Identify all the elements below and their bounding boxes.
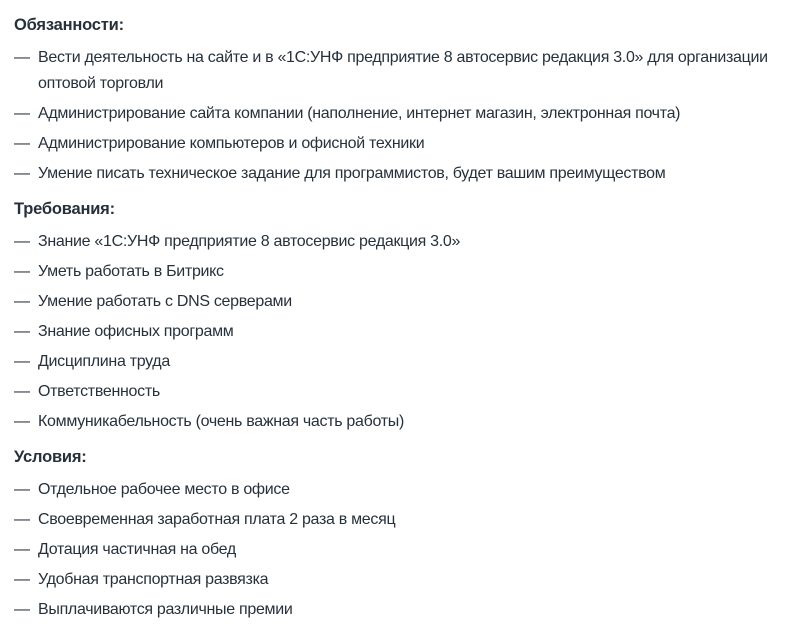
list-item-text: Своевременная заработная плата 2 раза в месяц <box>38 511 396 528</box>
dash-bullet-icon: — <box>14 135 30 152</box>
dash-bullet-icon: — <box>14 233 30 250</box>
list-item <box>14 507 782 533</box>
dash-bullet-icon: — <box>14 481 30 498</box>
list-item <box>14 409 782 435</box>
list-item <box>14 289 782 315</box>
list-item <box>14 349 782 375</box>
list-item-text: Знание офисных программ <box>38 323 234 340</box>
dash-bullet-icon: — <box>14 383 30 400</box>
dash-bullet-icon: — <box>14 571 30 588</box>
section-title-requirements: Требования: <box>14 200 115 218</box>
list-item-text: Ответственность <box>38 383 160 400</box>
list-item <box>14 319 782 345</box>
list-item-text: Умение работать с DNS серверами <box>38 293 292 310</box>
dash-bullet-icon: — <box>14 541 30 558</box>
dash-bullet-icon: — <box>14 413 30 430</box>
list-item-text: Администрирование компьютеров и офисной техники <box>38 135 425 152</box>
section-conditions <box>14 447 782 623</box>
list-item-text: Знание «1С:УНФ предприятие 8 автосервис редакция 3.0» <box>38 233 461 250</box>
list-item-text: Дисциплина труда <box>38 353 170 370</box>
dash-bullet-icon: — <box>14 165 30 182</box>
list-item <box>14 259 782 285</box>
dash-bullet-icon: — <box>14 353 30 370</box>
dash-bullet-icon: — <box>14 263 30 280</box>
list-item <box>14 131 782 157</box>
dash-bullet-icon: — <box>14 105 30 122</box>
list-item <box>14 229 782 255</box>
list-item <box>14 101 782 127</box>
list-item <box>14 597 782 623</box>
section-title-conditions: Условия: <box>14 448 87 466</box>
list-item <box>14 477 782 503</box>
list-item <box>14 379 782 405</box>
list-item <box>14 567 782 593</box>
list-item-text: Уметь работать в Битрикс <box>38 263 224 280</box>
list-item-text: Умение писать техническое задание для программистов, будет вашим преимуществом <box>38 165 666 182</box>
dash-bullet-icon: — <box>14 293 30 310</box>
list-item-text: Дотация частичная на обед <box>38 541 236 558</box>
section-requirements <box>14 199 782 435</box>
list-item <box>14 161 782 187</box>
section-responsibilities <box>14 15 782 187</box>
list-item-text: Вести деятельность на сайте и в «1С:УНФ предприятие 8 автосервис редакция 3.0» для организации оптовой торговли <box>38 49 768 92</box>
list-item-text: Удобная транспортная развязка <box>38 571 269 588</box>
dash-bullet-icon: — <box>14 323 30 340</box>
dash-bullet-icon: — <box>14 49 30 66</box>
list-item-text: Коммуникабельность (очень важная часть работы) <box>38 413 404 430</box>
list-item-text: Выплачиваются различные премии <box>38 601 293 618</box>
dash-bullet-icon: — <box>14 601 30 618</box>
list-item-text: Администрирование сайта компании (наполнение, интернет магазин, электронная почта) <box>38 105 681 122</box>
section-title-responsibilities: Обязанности: <box>14 16 124 34</box>
list-item <box>14 45 782 97</box>
list-item-text: Отдельное рабочее место в офисе <box>38 481 290 498</box>
dash-bullet-icon: — <box>14 511 30 528</box>
list-item <box>14 537 782 563</box>
